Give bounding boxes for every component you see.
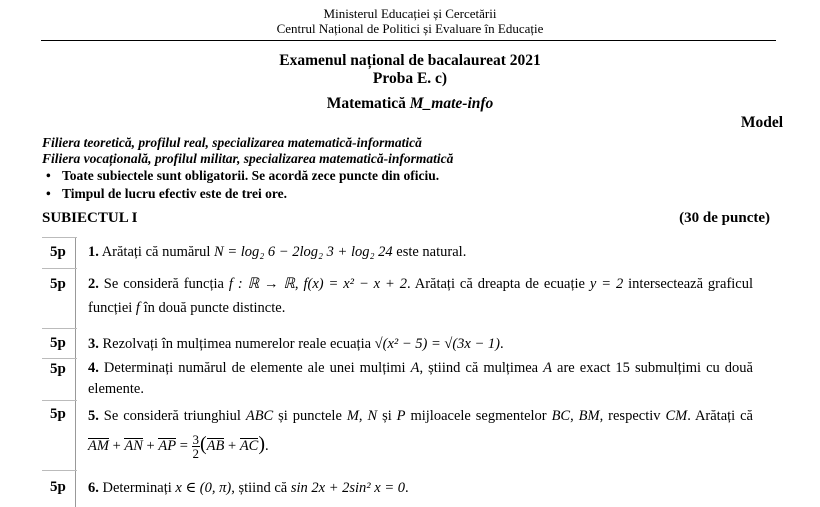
question-5: 5. Se consideră triunghiul ABC și punctele M, N și P mijloacele segmentelor BC, BM, respectiv CM. Arătați că AM + AN + AP = $\frac{3}{2}$ (AB + AC). [88,408,753,462]
section-points: (30 de puncte) [679,210,770,226]
question-number: 3. [88,336,99,352]
question-text: și punctele [273,408,347,424]
math-expression: A [543,360,552,376]
math-expression: √(x² − 5) = √(3x − 1) [374,336,500,352]
bullet-icon: • [46,168,51,183]
question-text: Arătați că numărul [98,244,215,260]
question-1 [88,240,753,264]
vector-ap: AP [158,438,177,454]
math-expression: f [135,300,140,316]
question-text: are exact 15 submulțimi cu două elemente. [88,360,753,397]
filiera-vocationala: Filiera vocațională, profilul militar, specializarea matematică-informatică [42,151,454,166]
header-divider [41,40,776,41]
question-number: 6. [88,480,99,496]
fraction-numerator: 3 [192,432,199,448]
question-number: 5. [88,408,99,424]
center-name: Centrul Național de Politici și Evaluare în Educație [276,21,544,36]
math-expression: A [410,360,420,376]
bullet-icon: • [46,186,51,201]
fraction [192,433,201,460]
filiera-teoretica: Filiera teoretică, profilul real, specializarea matematică-informatică [42,135,422,150]
exam-title: Examenul național de bacalaureat 2021 [279,52,541,69]
instruction-2 [46,186,287,202]
question-4 [88,358,753,400]
row-divider [42,358,77,359]
vector-ab: AB [206,438,225,454]
question-3-points: 5p [50,335,66,351]
row-divider [42,237,77,238]
fraction-denominator: 2 [192,446,199,462]
question-text: mijloacele segmentelor [405,408,552,424]
question-2-points: 5p [50,276,66,292]
question-number: 1. [88,244,99,260]
question-text: Se consideră triunghiul [98,408,246,424]
proba-label: Proba E. c) [372,70,448,87]
question-text: Determinați numărul de elemente ale unei mulțimi [98,360,411,376]
row-divider [42,328,77,329]
issuer-header [0,6,820,36]
question-text: . Arătați că [687,408,753,424]
math-expression: y = 2 [589,276,624,292]
row-divider [42,268,77,269]
math-expression: x ∈ (0, π) [175,480,232,496]
math-expression: N = log₂ 6 − 2log₂ 3 + log₂ 24 [214,244,393,260]
math-expression: M [346,408,359,424]
vector-am: AM [88,438,109,454]
vector-ac: AC [239,438,259,454]
question-text: intersectează graficul funcției [88,276,754,316]
question-text: și [377,408,397,424]
question-text: , știind că mulțimea [419,360,544,376]
question-number: 4. [88,360,99,376]
question-5-points: 5p [50,406,66,422]
subject-prefix: Matematică [326,95,410,112]
question-text: Rezolvați în mulțimea numerelor reale ecuația [98,336,375,352]
exam-title-block [0,52,820,88]
row-divider [42,400,77,401]
subject-title [0,95,820,113]
question-4-points: 5p [50,361,66,377]
question-text: . [499,336,504,352]
question-text: , știind că [231,480,291,496]
math-expression: BM [578,408,600,424]
question-number: 2. [88,276,99,292]
question-text: . Arătați că dreapta de ecuație [406,276,590,292]
points-column-divider [75,237,76,507]
subject-code: M_mate-info [409,95,494,112]
math-expression: BC [551,408,571,424]
question-3 [88,332,753,356]
question-2: 2. Se consideră funcția f : ℝ → ℝ, f(x) = x² − x + 2. Arătați că dreapta de ecuație y = 2 intersectează graficul funcției f în două puncte distincte. [88,276,754,316]
math-expression: P [396,408,406,424]
question-1-points: 5p [50,244,66,260]
vector-an: AN [124,438,143,454]
question-text: este natural. [392,244,467,260]
question-text: , respectiv [599,408,666,424]
question-text: Determinați [98,480,176,496]
model-label: Model [740,114,783,131]
ministry-name: Ministerul Educației și Cercetării [323,6,497,21]
row-divider [42,470,77,471]
instruction-1 [46,168,439,184]
math-expression: sin 2x + 2sin² x = 0 [290,480,405,496]
question-text: Se consideră funcția [98,276,229,292]
math-expression: ABC [245,408,274,424]
question-6 [88,476,753,500]
instruction-1-text: Toate subiectele sunt obligatorii. Se acordă zece puncte din oficiu. [62,168,440,183]
section-title: SUBIECTUL I [42,210,138,226]
question-text: în două puncte distincte. [139,300,286,316]
question-6-points: 5p [50,479,66,495]
question-text: . [404,480,409,496]
math-expression: f(x) = x² − x + 2 [303,276,407,292]
math-expression: N [367,408,378,424]
math-expression: CM [665,408,688,424]
instruction-2-text: Timpul de lucru efectiv este de trei ore. [62,186,287,201]
math-expression: f : ℝ → ℝ [228,276,295,292]
